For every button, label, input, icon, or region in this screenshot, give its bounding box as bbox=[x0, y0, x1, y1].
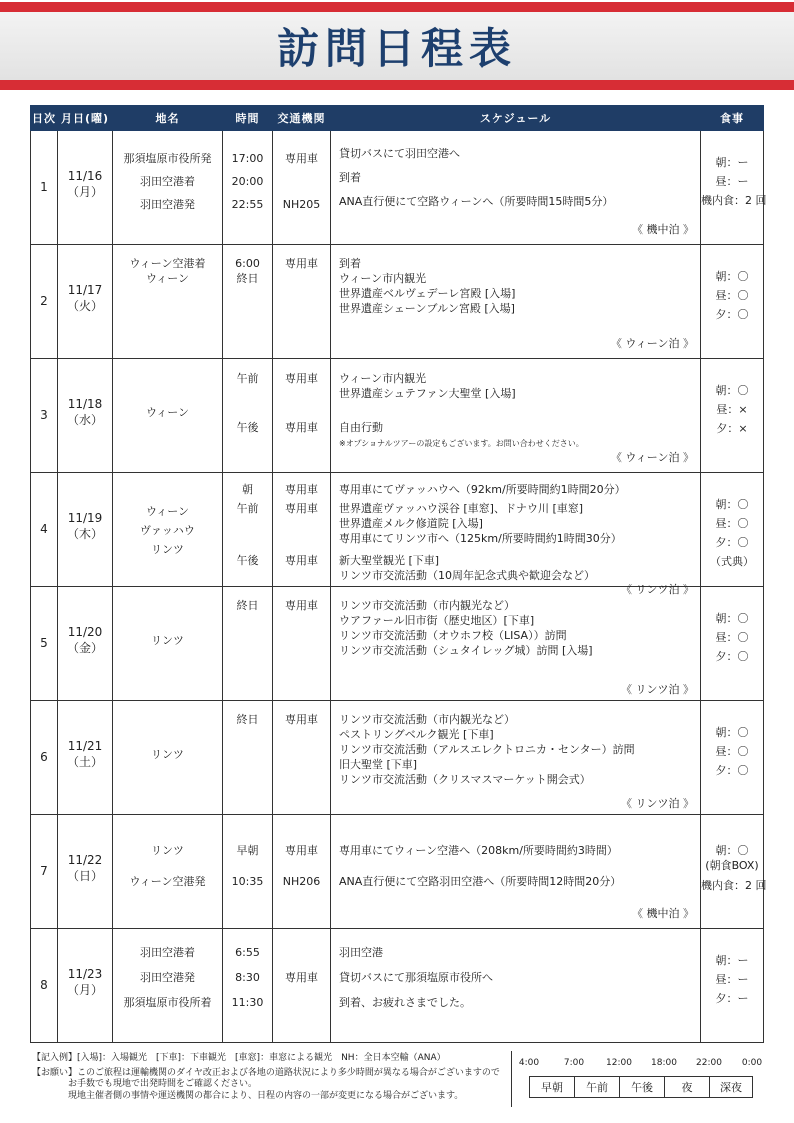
transport-cell bbox=[273, 359, 331, 473]
place-name: ウィーン空港着 bbox=[129, 257, 206, 270]
schedule-note: ※オプショナルツアーの設定もございます。お問い合わせください。 bbox=[339, 439, 584, 448]
schedule-item: ウィーン市内観光 bbox=[339, 372, 427, 385]
day-number-wrap bbox=[31, 929, 57, 1042]
place-name: 那須塩原市役所発 bbox=[123, 152, 212, 165]
time-cell bbox=[223, 131, 273, 245]
timeline-hour-label: 12:00 bbox=[606, 1058, 632, 1068]
timeline-hour-label: 7:00 bbox=[563, 1058, 585, 1068]
place-wrap bbox=[113, 473, 222, 586]
date-text: 11/23 bbox=[67, 967, 103, 981]
transport-wrap bbox=[273, 929, 330, 1042]
timeline-period: 深夜 bbox=[709, 1076, 753, 1098]
time-wrap bbox=[223, 815, 272, 928]
meals-wrap bbox=[701, 929, 763, 1042]
day-number-cell bbox=[31, 929, 58, 1043]
time-cell bbox=[223, 245, 273, 359]
weekday-text: （日） bbox=[66, 869, 103, 883]
day-number-cell bbox=[31, 815, 58, 929]
time-text: 6:55 bbox=[235, 946, 260, 959]
schedule-item: 貸切バスにて羽田空港へ bbox=[339, 147, 460, 160]
place-name: ウィーン bbox=[145, 505, 190, 518]
bottom-red-bar bbox=[0, 80, 794, 90]
meal-item: 朝：ー bbox=[715, 954, 749, 967]
schedule-cell bbox=[331, 245, 701, 359]
timeline-period: 早朝 bbox=[529, 1076, 575, 1098]
transport-text: 専用車 bbox=[285, 599, 318, 612]
weekday-text: （水） bbox=[66, 413, 103, 427]
legend-request-2: お手数でも現地で出発時間をご確認ください。 bbox=[68, 1079, 258, 1089]
meals-cell bbox=[701, 473, 764, 587]
day-number-cell bbox=[31, 245, 58, 359]
time-wrap bbox=[223, 473, 272, 586]
top-red-bar bbox=[0, 2, 794, 12]
schedule-wrap bbox=[331, 587, 700, 700]
schedule-item: 貸切バスにて那須塩原市役所へ bbox=[339, 971, 493, 984]
schedule-item: ウィーン市内観光 bbox=[339, 272, 427, 285]
date-wrap bbox=[58, 245, 112, 358]
transport-text: 専用車 bbox=[285, 372, 318, 385]
meals-wrap bbox=[701, 473, 763, 586]
page-title: 訪問日程表 bbox=[276, 24, 517, 73]
schedule-item: 新大聖堂観光 [下車] bbox=[339, 554, 440, 567]
transport-text: 専用車 bbox=[285, 483, 318, 496]
schedule-wrap bbox=[331, 473, 700, 596]
meal-item: 朝：〇 bbox=[715, 844, 749, 857]
date-text: 11/16 bbox=[67, 169, 103, 183]
weekday-text: （月） bbox=[66, 185, 103, 199]
schedule-item: 世界遺産ベルヴェデーレ宮殿 [入場] bbox=[339, 287, 516, 300]
day-number-wrap bbox=[31, 245, 57, 358]
time-text: 22:55 bbox=[231, 198, 264, 211]
schedule-wrap bbox=[331, 701, 700, 814]
transport-text: 専用車 bbox=[285, 844, 318, 857]
transport-cell bbox=[273, 815, 331, 929]
place-cell bbox=[113, 587, 223, 701]
schedule-item: リンツ市交流活動（クリスマスマーケット開会式） bbox=[339, 773, 591, 786]
transport-cell bbox=[273, 587, 331, 701]
place-wrap bbox=[113, 701, 222, 814]
meals-cell bbox=[701, 245, 764, 359]
schedule-cell bbox=[331, 701, 701, 815]
schedule-wrap bbox=[331, 815, 700, 928]
day-number: 5 bbox=[40, 636, 48, 650]
meals-wrap bbox=[701, 359, 763, 472]
place-cell bbox=[113, 815, 223, 929]
transport-text: 専用車 bbox=[285, 971, 318, 984]
schedule-item: リンツ市交流活動（市内観光など） bbox=[339, 713, 515, 726]
table-header-row bbox=[31, 106, 764, 131]
legend-divider bbox=[511, 1051, 512, 1107]
overnight-stay: 《 ウィーン泊 》 bbox=[610, 451, 694, 464]
schedule-item: リンツ市交流活動（シュタイレッグ城）訪問 [入場] bbox=[339, 644, 593, 657]
transport-wrap bbox=[273, 815, 330, 928]
place-name: ウィーン bbox=[145, 406, 190, 419]
meal-item: 朝：〇 bbox=[715, 384, 749, 397]
meal-item: 朝：ー bbox=[715, 156, 749, 169]
time-text: 午前 bbox=[236, 372, 259, 385]
meals-wrap bbox=[701, 701, 763, 814]
meal-item: 朝：〇 bbox=[715, 726, 749, 739]
day-number: 6 bbox=[40, 750, 48, 764]
meal-item: 昼：〇 bbox=[715, 745, 749, 758]
meal-item: 夕：〇 bbox=[715, 650, 749, 663]
schedule-item: ANA直行便にて空路羽田空港へ（所要時間12時間20分） bbox=[339, 875, 622, 888]
meal-item: 夕：〇 bbox=[715, 764, 749, 777]
overnight-stay: 《 リンツ泊 》 bbox=[621, 797, 694, 810]
day-number: 7 bbox=[40, 864, 48, 878]
date-wrap bbox=[58, 473, 112, 586]
header-time: 時間 bbox=[223, 106, 273, 131]
schedule-item: リンツ市交流活動（市内観光など） bbox=[339, 599, 515, 612]
meals-cell bbox=[701, 929, 764, 1043]
time-wrap bbox=[223, 701, 272, 814]
schedule-item: リンツ市交流活動（オウホフ校（LISA））訪問 bbox=[339, 629, 567, 642]
schedule-wrap bbox=[331, 245, 700, 358]
place-cell bbox=[113, 245, 223, 359]
time-cell bbox=[223, 929, 273, 1043]
overnight-stay: 《 機中泊 》 bbox=[632, 223, 694, 236]
date-text: 11/21 bbox=[67, 739, 103, 753]
weekday-text: （金） bbox=[66, 641, 103, 655]
day-row bbox=[31, 131, 764, 245]
schedule-item: リンツ市交流活動（アルスエレクトロニカ・センター）訪問 bbox=[339, 743, 635, 756]
time-wrap bbox=[223, 587, 272, 700]
place-name: リンツ bbox=[151, 748, 184, 761]
date-cell bbox=[58, 701, 113, 815]
transport-cell bbox=[273, 131, 331, 245]
time-cell bbox=[223, 473, 273, 587]
place-wrap bbox=[113, 929, 222, 1042]
day-number-cell bbox=[31, 701, 58, 815]
transport-wrap bbox=[273, 245, 330, 358]
time-cell bbox=[223, 815, 273, 929]
date-wrap bbox=[58, 131, 112, 244]
weekday-text: （土） bbox=[66, 755, 103, 769]
header-schedule: スケジュール bbox=[331, 106, 701, 131]
time-text: 6:00 bbox=[235, 257, 260, 270]
schedule-cell bbox=[331, 929, 701, 1043]
time-cell bbox=[223, 587, 273, 701]
overnight-stay: 《 機中泊 》 bbox=[632, 907, 694, 920]
schedule-cell bbox=[331, 473, 701, 596]
meal-item: 朝：〇 bbox=[715, 498, 749, 511]
date-text: 11/18 bbox=[67, 397, 103, 411]
time-cell bbox=[223, 359, 273, 473]
transport-wrap bbox=[273, 587, 330, 700]
transport-wrap bbox=[273, 701, 330, 814]
transport-cell bbox=[273, 929, 331, 1043]
day-number: 8 bbox=[40, 978, 48, 992]
schedule-cell bbox=[331, 587, 701, 701]
date-cell bbox=[58, 131, 113, 245]
place-name: 羽田空港発 bbox=[140, 971, 195, 984]
date-text: 11/19 bbox=[67, 511, 103, 525]
overnight-stay: 《 リンツ泊 》 bbox=[621, 683, 694, 696]
time-text: 17:00 bbox=[231, 152, 264, 165]
schedule-body bbox=[31, 131, 767, 1043]
transport-text: NH205 bbox=[282, 198, 321, 211]
place-name: ヴァッハウ bbox=[140, 524, 195, 537]
schedule-cell bbox=[331, 131, 701, 245]
meals-cell bbox=[701, 701, 764, 815]
transport-cell bbox=[273, 701, 331, 815]
place-wrap bbox=[113, 131, 222, 244]
timeline-hour-label: 4:00 bbox=[518, 1058, 540, 1068]
transport-wrap bbox=[273, 131, 330, 244]
day-number-cell bbox=[31, 587, 58, 701]
day-number-wrap bbox=[31, 701, 57, 814]
schedule-wrap bbox=[331, 131, 700, 244]
date-cell bbox=[58, 473, 113, 587]
meal-item: 朝：〇 bbox=[715, 612, 749, 625]
weekday-text: （木） bbox=[66, 527, 103, 541]
place-name: ウィーン空港発 bbox=[129, 875, 206, 888]
meal-item: 夕：〇 bbox=[715, 536, 749, 549]
place-wrap bbox=[113, 587, 222, 700]
time-text: 午後 bbox=[236, 554, 259, 567]
date-text: 11/17 bbox=[67, 283, 103, 297]
meal-item: 昼：ー bbox=[715, 973, 749, 986]
day-row bbox=[31, 929, 764, 1043]
schedule-item: 専用車にてリンツ市へ（125km/所要時間約1時間30分） bbox=[339, 532, 622, 545]
timeline-period: 夜 bbox=[664, 1076, 710, 1098]
day-number-cell bbox=[31, 131, 58, 245]
meal-item: （式典） bbox=[710, 555, 754, 568]
place-cell bbox=[113, 359, 223, 473]
transport-text: 専用車 bbox=[285, 502, 318, 515]
day-row bbox=[31, 815, 764, 929]
place-cell bbox=[113, 929, 223, 1043]
overnight-stay: 《 ウィーン泊 》 bbox=[610, 337, 694, 350]
time-text: 11:30 bbox=[231, 996, 264, 1009]
timeline-period: 午後 bbox=[619, 1076, 665, 1098]
place-cell bbox=[113, 701, 223, 815]
time-wrap bbox=[223, 929, 272, 1042]
day-row bbox=[31, 701, 764, 815]
day-number-wrap bbox=[31, 359, 57, 472]
legend-request-3: 現地主催者側の事情や運送機関の都合により、日程の内容の一部が変更になる場合がございます。 bbox=[68, 1091, 464, 1101]
header-date: 月日(曜) bbox=[58, 106, 113, 131]
day-number-cell bbox=[31, 359, 58, 473]
transport-cell bbox=[273, 473, 331, 587]
time-text: 10:35 bbox=[231, 875, 264, 888]
weekday-text: （火） bbox=[66, 299, 103, 313]
schedule-item: 到着 bbox=[339, 171, 361, 184]
schedule-item: 世界遺産メルク修道院 [入場] bbox=[339, 517, 483, 530]
meal-item: 機内食：2 回 bbox=[701, 879, 767, 892]
overnight-stay: 《 リンツ泊 》 bbox=[621, 583, 694, 596]
day-number-wrap bbox=[31, 587, 57, 700]
transport-text: 専用車 bbox=[285, 554, 318, 567]
meal-item: 機内食：2 回 bbox=[701, 194, 767, 207]
date-text: 11/22 bbox=[67, 853, 103, 867]
day-number-wrap bbox=[31, 131, 57, 244]
timeline-hour-label: 18:00 bbox=[651, 1058, 677, 1068]
legend-example: 【記入例】[入場]：入場観光 [下車]：下車観光 [車窓]：車窓による観光 NH：全日本空輸（ANA） bbox=[32, 1053, 446, 1063]
time-text: 終日 bbox=[236, 599, 259, 612]
time-wrap bbox=[223, 359, 272, 472]
schedule-cell bbox=[331, 359, 701, 473]
day-row bbox=[31, 359, 764, 473]
meal-item: 昼：〇 bbox=[715, 631, 749, 644]
transport-text: 専用車 bbox=[285, 152, 318, 165]
day-row bbox=[31, 473, 764, 587]
schedule-item: 羽田空港 bbox=[339, 946, 383, 959]
meals-cell bbox=[701, 815, 767, 929]
schedule-item: 到着、お疲れさまでした。 bbox=[339, 996, 471, 1009]
place-wrap bbox=[113, 815, 222, 928]
transport-wrap bbox=[273, 359, 330, 472]
day-row bbox=[31, 587, 764, 701]
meals-cell bbox=[701, 587, 764, 701]
day-row bbox=[31, 245, 764, 359]
time-text: 午前 bbox=[236, 502, 259, 515]
time-text: 8:30 bbox=[235, 971, 260, 984]
place-name: ウィーン bbox=[145, 272, 190, 285]
date-wrap bbox=[58, 701, 112, 814]
weekday-text: （月） bbox=[66, 983, 103, 997]
time-text: 20:00 bbox=[231, 175, 264, 188]
time-text: 終日 bbox=[236, 713, 259, 726]
header-meals: 食事 bbox=[701, 106, 764, 131]
meals-wrap bbox=[701, 815, 767, 928]
place-name: 羽田空港着 bbox=[140, 946, 195, 959]
meal-item: 夕：ー bbox=[715, 992, 749, 1005]
day-number: 2 bbox=[40, 294, 48, 308]
place-cell bbox=[113, 473, 223, 587]
transport-wrap bbox=[273, 473, 330, 586]
header-place: 地名 bbox=[113, 106, 223, 131]
schedule-item: 専用車にてウィーン空港へ（208km/所要時間約3時間） bbox=[339, 844, 618, 857]
meal-item: 昼：ー bbox=[715, 175, 749, 188]
date-wrap bbox=[58, 587, 112, 700]
place-name: リンツ bbox=[151, 844, 184, 857]
time-text: 終日 bbox=[236, 272, 259, 285]
schedule-table bbox=[30, 105, 767, 1043]
date-cell bbox=[58, 587, 113, 701]
schedule-item: リンツ市交流活動（10周年記念式典や歓迎会など） bbox=[339, 569, 595, 582]
date-wrap bbox=[58, 359, 112, 472]
schedule-cell bbox=[331, 815, 701, 929]
meal-item: 昼：〇 bbox=[715, 517, 749, 530]
transport-text: 専用車 bbox=[285, 257, 318, 270]
schedule-item: 世界遺産シュテファン大聖堂 [入場] bbox=[339, 387, 516, 400]
schedule-item: 旧大聖堂 [下車] bbox=[339, 758, 418, 771]
legend-request-1: 【お願い】このご旅程は運輸機関のダイヤ改正および各地の道路状況により多少時間が異なる場合がございますので bbox=[32, 1068, 500, 1078]
meals-wrap bbox=[701, 587, 763, 700]
schedule-item: 世界遺産ヴァッハウ渓谷 [車窓]、ドナウ川 [車窓] bbox=[339, 502, 584, 515]
place-cell bbox=[113, 131, 223, 245]
day-number: 4 bbox=[40, 522, 48, 536]
time-wrap bbox=[223, 245, 272, 358]
day-number-cell bbox=[31, 473, 58, 587]
timeline-hour-label: 22:00 bbox=[696, 1058, 722, 1068]
date-cell bbox=[58, 815, 113, 929]
meal-item: 朝：〇 bbox=[715, 270, 749, 283]
meal-item: 夕：〇 bbox=[715, 308, 749, 321]
meals-wrap bbox=[701, 245, 763, 358]
date-wrap bbox=[58, 929, 112, 1042]
time-cell bbox=[223, 701, 273, 815]
place-name: リンツ bbox=[151, 543, 184, 556]
schedule-item: 専用車にてヴァッハウへ（92km/所要時間約1時間20分） bbox=[339, 483, 626, 496]
place-wrap bbox=[113, 245, 222, 358]
date-cell bbox=[58, 359, 113, 473]
day-number: 3 bbox=[40, 408, 48, 422]
timeline-hour-label: 0:00 bbox=[741, 1058, 763, 1068]
day-number-wrap bbox=[31, 815, 57, 928]
header-day: 日次 bbox=[31, 106, 58, 131]
meal-item: (朝食BOX) bbox=[705, 859, 759, 872]
header-transport: 交通機関 bbox=[273, 106, 331, 131]
meal-item: 夕：× bbox=[716, 422, 748, 435]
meals-cell bbox=[701, 359, 764, 473]
time-text: 早朝 bbox=[236, 844, 259, 857]
date-cell bbox=[58, 929, 113, 1043]
date-cell bbox=[58, 245, 113, 359]
day-number: 1 bbox=[40, 180, 48, 194]
transport-text: NH206 bbox=[282, 875, 321, 888]
schedule-item: 到着 bbox=[339, 257, 361, 270]
schedule-item: ペストリングベルク観光 [下車] bbox=[339, 728, 494, 741]
schedule-item: ANA直行便にて空路ウィーンへ（所要時間15時間5分） bbox=[339, 195, 614, 208]
day-number-wrap bbox=[31, 473, 57, 586]
place-name: 羽田空港着 bbox=[140, 175, 195, 188]
transport-cell bbox=[273, 245, 331, 359]
place-name: 羽田空港発 bbox=[140, 198, 195, 211]
schedule-wrap bbox=[331, 359, 700, 472]
date-text: 11/20 bbox=[67, 625, 103, 639]
schedule-wrap bbox=[331, 929, 700, 1042]
time-wrap bbox=[223, 131, 272, 244]
schedule-item: ウアファール旧市街（歴史地区）[下車] bbox=[339, 614, 535, 627]
place-name: 那須塩原市役所着 bbox=[123, 996, 212, 1009]
time-text: 朝 bbox=[242, 483, 253, 496]
time-text: 午後 bbox=[236, 421, 259, 434]
meal-item: 昼：× bbox=[716, 403, 748, 416]
transport-text: 専用車 bbox=[285, 421, 318, 434]
place-wrap bbox=[113, 359, 222, 472]
timeline-period: 午前 bbox=[574, 1076, 620, 1098]
transport-text: 専用車 bbox=[285, 713, 318, 726]
meal-item: 昼：〇 bbox=[715, 289, 749, 302]
meals-wrap bbox=[701, 131, 767, 244]
schedule-item: 自由行動 bbox=[339, 421, 383, 434]
place-name: リンツ bbox=[151, 634, 184, 647]
date-wrap bbox=[58, 815, 112, 928]
meals-cell bbox=[701, 131, 767, 245]
schedule-item: 世界遺産シェーンブルン宮殿 [入場] bbox=[339, 302, 515, 315]
